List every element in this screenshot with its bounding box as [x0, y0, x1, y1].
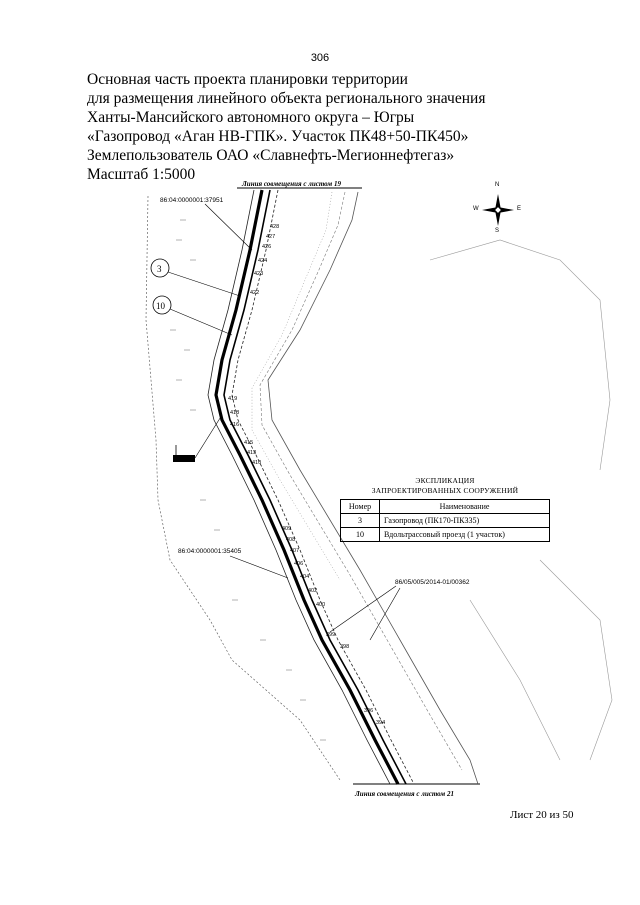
terrain-hatching [170, 220, 326, 740]
picket-label: 408 [286, 537, 296, 543]
picket-label: 422 [250, 290, 260, 296]
legend-row-name: Газопровод (ПК170-ПК335) [380, 514, 550, 528]
page-number: 306 [310, 52, 330, 64]
picket-label: 409 [282, 526, 292, 532]
compass-w: W [473, 206, 479, 212]
picket-label: 400 [316, 602, 326, 608]
callout-label: 10 [156, 301, 165, 311]
sheet-label: Лист 20 из 50 [510, 809, 574, 821]
picket-label: 413 [247, 450, 257, 456]
legend-table [340, 499, 550, 542]
compass-n: N [495, 182, 500, 188]
picket-label: 406 [294, 561, 304, 567]
legend-row-name: Вдольтрассовый проезд (1 участок) [380, 528, 550, 542]
parcel-label: 86:04:0000001:37951 [160, 197, 224, 204]
title-line: «Газопровод «Аган НВ-ГПК». Участок ПК48+50-ПК450» [87, 128, 469, 145]
picket-label: 423 [254, 271, 264, 277]
picket-label: 424 [258, 258, 268, 264]
terrain-contour [252, 192, 340, 580]
parcel-label: 86:04:0000001:35405 [178, 548, 242, 555]
legend-row [341, 528, 550, 542]
legend-header-row [341, 500, 550, 514]
legend-row-number: 10 [341, 528, 380, 542]
callout-label: 3 [157, 264, 162, 274]
picket-label: 415 [244, 440, 254, 446]
scale-line: Масштаб 1:5000 [87, 166, 196, 183]
north-arrow [473, 182, 522, 234]
parcel-label: 86/05/005/2014-01/00362 [395, 579, 470, 586]
legend-row-number: 3 [341, 514, 380, 528]
legend-col-name: Наименование [380, 500, 550, 514]
picket-label: 402 [308, 588, 318, 594]
compass-e: E [517, 206, 522, 212]
picket-label: 394 [376, 720, 386, 726]
picket-label: 396 [364, 708, 374, 714]
title-line: Ханты-Мансийского автономного округа – Югры [87, 109, 415, 126]
title-line: Основная часть проекта планировки территории [87, 71, 408, 88]
picket-label: 426 [262, 244, 272, 250]
picket-label: 407 [290, 548, 300, 554]
picket-label: 416 [230, 422, 240, 428]
top-match-label: Линия совмещения с листом 19 [242, 180, 341, 188]
picket-label: 398 [340, 644, 350, 650]
compass-s: S [495, 228, 500, 234]
picket-label: 404 [300, 574, 310, 580]
legend-title-line2: ЗАПРОЕКТИРОВАННЫХ СООРУЖЕНИЙ [371, 486, 519, 495]
legend-title-line1: ЭКСПЛИКАЦИЯ [415, 476, 475, 485]
picket-label: 410 [252, 460, 262, 466]
legend-row [341, 514, 550, 528]
explication-legend [340, 476, 550, 542]
picket-label: 427 [266, 234, 276, 240]
picket-label: 419 [228, 396, 238, 402]
bottom-match-label: Линия совмещения с листом 21 [355, 790, 454, 798]
picket-label: 428 [270, 224, 280, 230]
legend-col-number: Номер [341, 500, 380, 514]
title-line: для размещения линейного объекта регионального значения [87, 90, 486, 107]
title-line: Землепользователь ОАО «Славнефть-Мегионнефтегаз» [87, 147, 455, 164]
picket-label: 418 [230, 410, 240, 416]
picket-label: 399 [326, 632, 336, 638]
